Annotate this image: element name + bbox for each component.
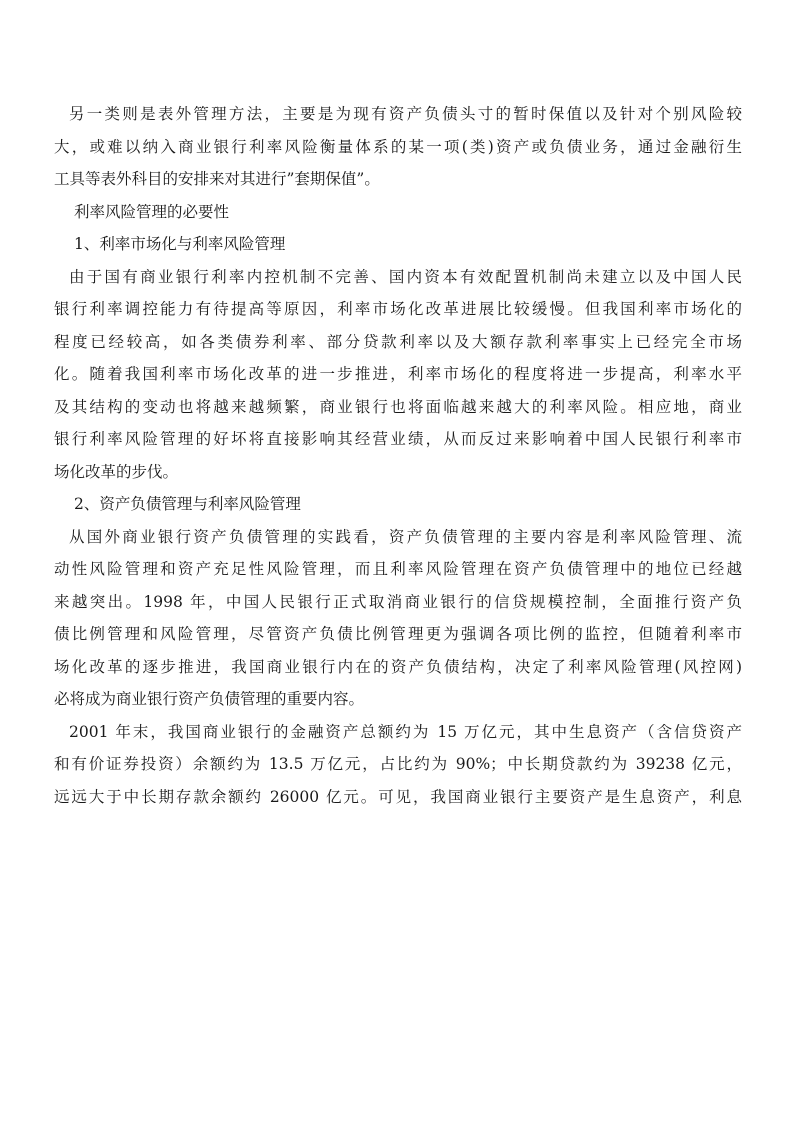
heading-text: 1、利率市场化与利率风险管理 [74, 235, 286, 253]
text-line: 来越突出。1998 年，中国人民银行正式取消商业银行的信贷规模控制，全面推行资产负 [54, 592, 742, 611]
document-body [54, 98, 742, 813]
text-line: 场化改革的逐步推进，我国商业银行内在的资产负债结构，决定了利率风险管理(风控网) [54, 657, 742, 676]
heading-text: 利率风险管理的必要性 [74, 202, 230, 221]
heading-text: 2、资产负债管理与利率风险管理 [74, 495, 301, 513]
section-heading-marketization [54, 228, 742, 261]
paragraph-offbalance-management [54, 98, 742, 196]
text-line: 大，或难以纳入商业银行利率风险衡量体系的某一项(类)资产或负债业务，通过金融衍生 [54, 137, 742, 156]
text-line: 远远大于中长期存款余额约 26000 亿元。可见，我国商业银行主要资产是生息资产，利息 [54, 787, 742, 806]
text-line: 必将成为商业银行资产负债管理的重要内容。 [54, 690, 365, 708]
text-line: 2001 年末，我国商业银行的金融资产总额约为 15 万亿元，其中生息资产（含信贷资产 [69, 722, 742, 741]
text-line: 另一类则是表外管理方法，主要是为现有资产负债头寸的暂时保值以及针对个别风险较 [69, 105, 742, 123]
text-line: 场化改革的步伐。 [54, 462, 179, 481]
text-line: 由于国有商业银行利率内控机制不完善、国内资本有效配置机制尚未建立以及中国人民 [69, 267, 742, 286]
text-line: 从国外商业银行资产负债管理的实践看，资产负债管理的主要内容是利率风险管理、流 [69, 527, 742, 546]
section-heading-necessity [54, 196, 742, 229]
paragraph-marketization [54, 261, 742, 489]
text-line: 银行利率风险管理的好坏将直接影响其经营业绩，从而反过来影响着中国人民银行利率市 [54, 430, 742, 448]
text-line: 动性风险管理和资产充足性风险管理，而且利率风险管理在资产负债管理中的地位已经越 [54, 560, 742, 578]
text-line: 工具等表外科目的安排来对其进行”套期保值”。 [54, 170, 380, 188]
text-line: 和有价证券投资）余额约为 13.5 万亿元，占比约为 90%；中长期贷款约为 39238 亿元， [54, 755, 742, 773]
section-heading-asset-liability [54, 488, 742, 521]
text-line: 化。随着我国利率市场化改革的进一步推进，利率市场化的程度将进一步提高，利率水平 [54, 365, 742, 383]
text-line: 银行利率调控能力有待提高等原因，利率市场化改革进展比较缓慢。但我国利率市场化的 [54, 300, 742, 318]
paragraph-asset-liability [54, 521, 742, 716]
text-line: 债比例管理和风险管理，尽管资产负债比例管理更为强调各项比例的监控，但随着利率市 [54, 625, 742, 643]
text-line: 及其结构的变动也将越来越频繁，商业银行也将面临越来越大的利率风险。相应地，商业 [54, 397, 742, 416]
text-line: 程度已经较高，如各类债券利率、部分贷款利率以及大额存款利率事实上已经完全市场 [54, 332, 742, 351]
paragraph-2001-statistics [54, 716, 742, 814]
